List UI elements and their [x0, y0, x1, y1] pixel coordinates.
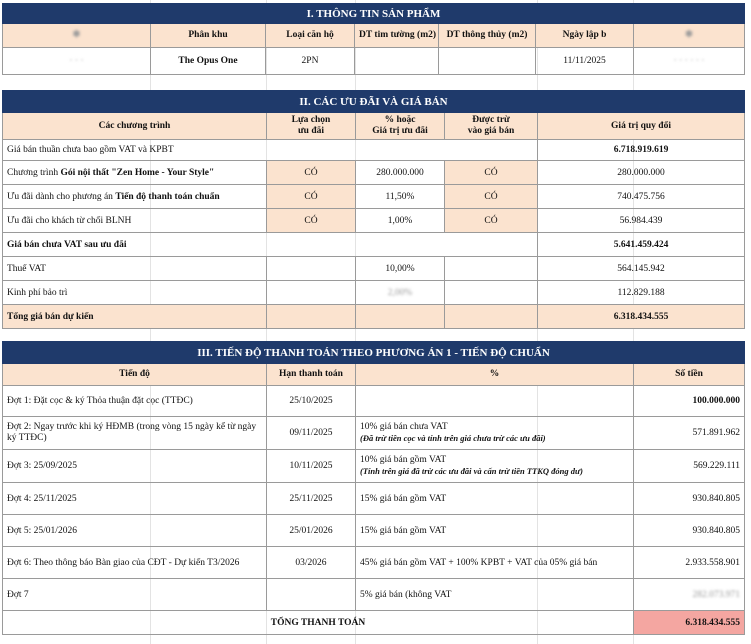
stage-amount: 930.840.805 [634, 515, 745, 547]
stage-label: Đợt 6: Theo thông báo Bàn giao của CĐT - Dự kiến T3/2026 [3, 547, 267, 579]
stage-due: 25/11/2025 [267, 483, 356, 515]
stage-pct: 15% giá bán gồm VAT [356, 515, 634, 547]
stage-pct: 5% giá bán (không VAT [356, 579, 634, 611]
cell-wall-area [355, 48, 439, 75]
stage-label: Đợt 7 [3, 579, 267, 611]
row-pct: 2,00% [356, 281, 445, 305]
col-header-blurred: ✱ [634, 24, 745, 48]
row-label: Chương trình Gói nội thất "Zen Home - Your Style" [3, 161, 267, 185]
table-row [3, 386, 745, 417]
section3-title: III. TIẾN ĐỘ THANH TOÁN THEO PHƯƠNG ÁN 1 - TIẾN ĐỘ CHUẨN [3, 342, 745, 364]
section1-title: I. THÔNG TIN SẢN PHẨM [3, 4, 745, 24]
row-value: 112.829.188 [538, 281, 745, 305]
col-header-deduct: Được trừ vào giá bán [445, 113, 538, 140]
col-header-pct: % [356, 364, 634, 386]
table-row [3, 515, 745, 547]
row-label: Giá bán chưa VAT sau ưu đãi [3, 233, 538, 257]
col-header-pct: % hoặc Giá trị ưu đãi [356, 113, 445, 140]
stage-label: Đợt 5: 25/01/2026 [3, 515, 267, 547]
row-choice: CÓ [267, 161, 356, 185]
table-row [3, 281, 745, 305]
stage-amount: 569.229.111 [634, 450, 745, 483]
stage-due: 10/11/2025 [267, 450, 356, 483]
table-row [3, 185, 745, 209]
row-label: Ưu đãi dành cho phương án Tiến độ thanh toán chuẩn [3, 185, 267, 209]
col-header-amount: Số tiền [634, 364, 745, 386]
table-row [3, 140, 745, 161]
table-row [3, 257, 745, 281]
stage-due: 25/10/2025 [267, 386, 356, 417]
row-choice: CÓ [267, 209, 356, 233]
stage-amount: 282.073.971 [634, 579, 745, 611]
product-info-table [2, 3, 745, 75]
table-row [3, 233, 745, 257]
stage-label: Đợt 1: Đặt cọc & ký Thỏa thuận đặt cọc (TTĐC) [3, 386, 267, 417]
section2-title: II. CÁC ƯU ĐÃI VÀ GIÁ BÁN [3, 91, 745, 113]
offers-price-table [2, 90, 745, 329]
row-label: Ưu đãi cho khách từ chối BLNH [3, 209, 267, 233]
col-header-unit-type: Loại căn hộ [266, 24, 355, 48]
row-deduct-empty [445, 281, 538, 305]
stage-due [267, 579, 356, 611]
col-header-due: Hạn thanh toán [267, 364, 356, 386]
stage-amount: 930.840.805 [634, 483, 745, 515]
row-deduct: CÓ [445, 161, 538, 185]
stage-label: Đợt 2: Ngay trước khi ký HĐMB (trong vòng 15 ngày kể từ ngày ký TTĐC) [3, 417, 267, 450]
row-label: Kinh phí bảo trì [3, 281, 267, 305]
row-label: Thuế VAT [3, 257, 267, 281]
stage-due: 09/11/2025 [267, 417, 356, 450]
row-deduct-empty [445, 257, 538, 281]
cell-net-area [439, 48, 536, 75]
row-deduct: CÓ [445, 209, 538, 233]
cell-blurred: · · · · · · [634, 48, 745, 75]
payment-schedule-table [2, 341, 745, 635]
row-label: Giá bán thuần chưa bao gồm VAT và KPBT [3, 140, 538, 161]
table-row [3, 305, 745, 329]
row-pct: 280.000.000 [356, 161, 445, 185]
row-value: 56.984.439 [538, 209, 745, 233]
row-choice-empty [267, 257, 356, 281]
row-deduct: CÓ [445, 185, 538, 209]
row-value: 6.318.434.555 [538, 305, 745, 329]
stage-pct [356, 386, 634, 417]
row-label: Tổng giá bán dự kiến [3, 305, 267, 329]
col-header-blurred: ✱ [3, 24, 151, 48]
stage-pct: 10% giá bán chưa VAT (Đã trừ tiền cọc và tính trên giá chưa trừ các ưu đãi) [356, 417, 634, 450]
total-value: 6.318.434.555 [634, 611, 745, 635]
total-row [3, 611, 745, 635]
table-row [3, 547, 745, 579]
stage-pct: 10% giá bán gồm VAT (Tính trên giá đã trừ các ưu đãi và cấn trừ tiền TTKQ đóng dư) [356, 450, 634, 483]
row-value: 5.641.459.424 [538, 233, 745, 257]
col-header-program: Các chương trình [3, 113, 267, 140]
stage-pct: 45% giá bán gồm VAT + 100% KPBT + VAT của 05% giá bán [356, 547, 634, 579]
col-header-value: Giá trị quy đổi [538, 113, 745, 140]
table-row [3, 450, 745, 483]
stage-amount: 2.933.558.901 [634, 547, 745, 579]
table-row [3, 579, 745, 611]
row-empty [267, 305, 356, 329]
stage-label: Đợt 3: 25/09/2025 [3, 450, 267, 483]
row-pct: 11,50% [356, 185, 445, 209]
cell-unit-type: 2PN [266, 48, 355, 75]
stage-label: Đợt 4: 25/11/2025 [3, 483, 267, 515]
table-row [3, 483, 745, 515]
row-value: 740.475.756 [538, 185, 745, 209]
col-header-created-date: Ngày lập b [536, 24, 634, 48]
stage-amount: 100.000.000 [634, 386, 745, 417]
row-choice-empty [267, 281, 356, 305]
table-row [3, 161, 745, 185]
stage-amount: 571.891.962 [634, 417, 745, 450]
row-value: 280.000.000 [538, 161, 745, 185]
cell-blurred: · · · [3, 48, 151, 75]
col-header-net-area: DT thông thủy (m2) [439, 24, 536, 48]
col-header-stage: Tiến độ [3, 364, 267, 386]
table-row [3, 209, 745, 233]
stage-due: 03/2026 [267, 547, 356, 579]
stage-pct: 15% giá bán gồm VAT [356, 483, 634, 515]
row-pct: 10,00% [356, 257, 445, 281]
col-header-subdivision: Phân khu [151, 24, 266, 48]
row-empty [445, 305, 538, 329]
row-value: 564.145.942 [538, 257, 745, 281]
row-empty [356, 305, 445, 329]
col-header-wall-area: DT tim tường (m2) [355, 24, 439, 48]
cell-subdivision: The Opus One [151, 48, 266, 75]
row-choice: CÓ [267, 185, 356, 209]
col-header-choice: Lựa chọn ưu đãi [267, 113, 356, 140]
cell-created-date: 11/11/2025 [536, 48, 634, 75]
stage-due: 25/01/2026 [267, 515, 356, 547]
row-pct: 1,00% [356, 209, 445, 233]
row-value: 6.718.919.619 [538, 140, 745, 161]
total-label: TỔNG THANH TOÁN [3, 611, 634, 635]
table-row [3, 417, 745, 450]
